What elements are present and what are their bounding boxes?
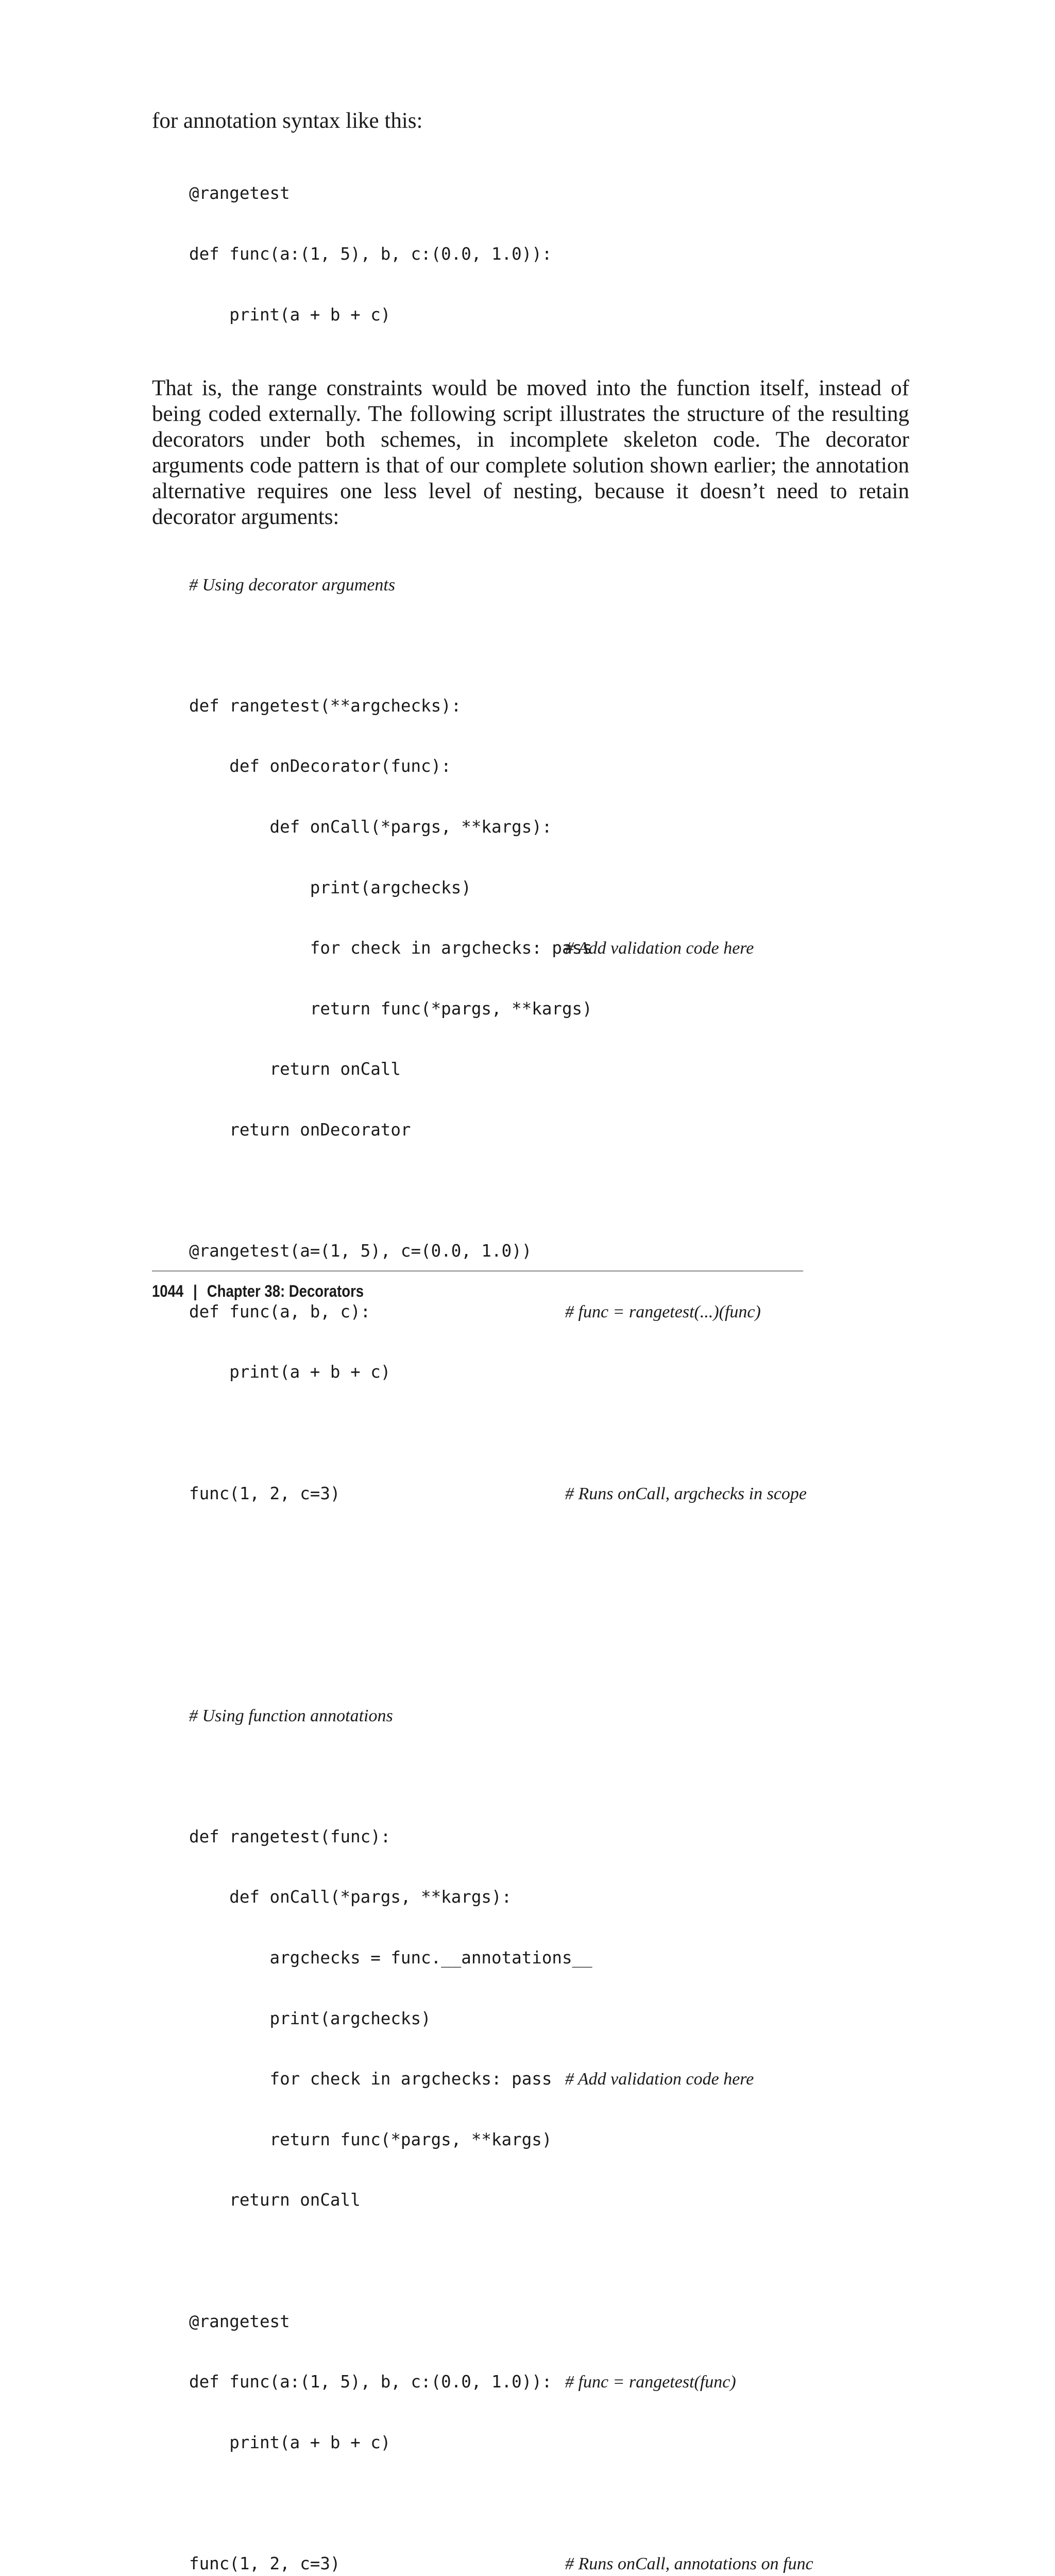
code-line: def onCall(*pargs, **kargs): bbox=[189, 817, 552, 837]
code-block-decorator-arguments bbox=[189, 534, 909, 1665]
code-line: def func(a:(1, 5), b, c:(0.0, 1.0)): # func = rangetest(func) bbox=[189, 2372, 736, 2392]
page-footer bbox=[152, 1270, 803, 1301]
code-blank-line bbox=[189, 1605, 909, 1625]
code-line: @rangetest bbox=[189, 2311, 290, 2331]
code-line: def rangetest(**argchecks): bbox=[189, 696, 462, 716]
code-line: for check in argchecks: pass # Add validation code here bbox=[189, 2069, 754, 2089]
code-line: func(1, 2, c=3) # Runs onCall, argchecks in scope bbox=[189, 1483, 807, 1503]
page-body bbox=[152, 108, 909, 2576]
code-line: return onDecorator bbox=[189, 1120, 411, 1140]
code-block-function-annotations bbox=[189, 1665, 909, 2576]
chapter-title: Chapter 38: Decorators bbox=[207, 1282, 364, 1300]
code-line: return onCall bbox=[189, 2190, 361, 2210]
code-line: @rangetest(a=(1, 5), c=(0.0, 1.0)) bbox=[189, 1241, 532, 1261]
code-line bbox=[189, 1181, 909, 1201]
code-line: return onCall bbox=[189, 1059, 401, 1079]
code-line: @rangetest bbox=[189, 183, 290, 204]
code-heading-comment: # Using decorator arguments bbox=[189, 575, 396, 595]
code-line: print(argchecks) bbox=[189, 2008, 431, 2028]
code-blank-line bbox=[189, 635, 909, 655]
page-number: 1044 bbox=[152, 1282, 184, 1300]
code-line: print(a + b + c) bbox=[189, 304, 391, 325]
code-line: argchecks = func.__annotations__ bbox=[189, 1948, 592, 1968]
footer-separator: | bbox=[193, 1282, 197, 1300]
code-line: for check in argchecks: pass # Add validation code here bbox=[189, 938, 754, 958]
code-line: def onDecorator(func): bbox=[189, 756, 451, 776]
code-line: func(1, 2, c=3) # Runs onCall, annotations on func bbox=[189, 2554, 813, 2573]
code-blank-line bbox=[189, 1766, 909, 1786]
code-line bbox=[189, 2493, 909, 2513]
code-line: def rangetest(func): bbox=[189, 1826, 391, 1846]
code-line: print(a + b + c) bbox=[189, 2432, 391, 2452]
code-line bbox=[189, 2251, 909, 2271]
code-blank-line bbox=[189, 1544, 909, 1564]
code-line: def onCall(*pargs, **kargs): bbox=[189, 1887, 512, 1907]
code-line: print(a + b + c) bbox=[189, 1362, 391, 1382]
body-paragraph-skeleton: That is, the range constraints would be moved into the function itself, instead of being coded externally. The following script illustrates the structure of the resulting decorators under both schemes, in incomplete skeleton code. The decorator arguments code pattern is that of our complete solution shown earlier; the annotation alternative requires one less level of nesting, because it doesn’t need to retain decorator arguments: bbox=[152, 376, 909, 530]
code-line: return func(*pargs, **kargs) bbox=[189, 2129, 552, 2149]
intro-paragraph: for annotation syntax like this: bbox=[152, 109, 423, 133]
code-line bbox=[189, 1423, 909, 1443]
code-line: def func(a, b, c): # func = rangetest(...)(func) bbox=[189, 1301, 761, 1321]
code-block-annotation-syntax bbox=[189, 143, 909, 365]
code-line: print(argchecks) bbox=[189, 877, 471, 897]
code-line: return func(*pargs, **kargs) bbox=[189, 998, 592, 1019]
code-line: def func(a:(1, 5), b, c:(0.0, 1.0)): bbox=[189, 244, 552, 264]
code-heading-comment: # Using function annotations bbox=[189, 1706, 393, 1725]
